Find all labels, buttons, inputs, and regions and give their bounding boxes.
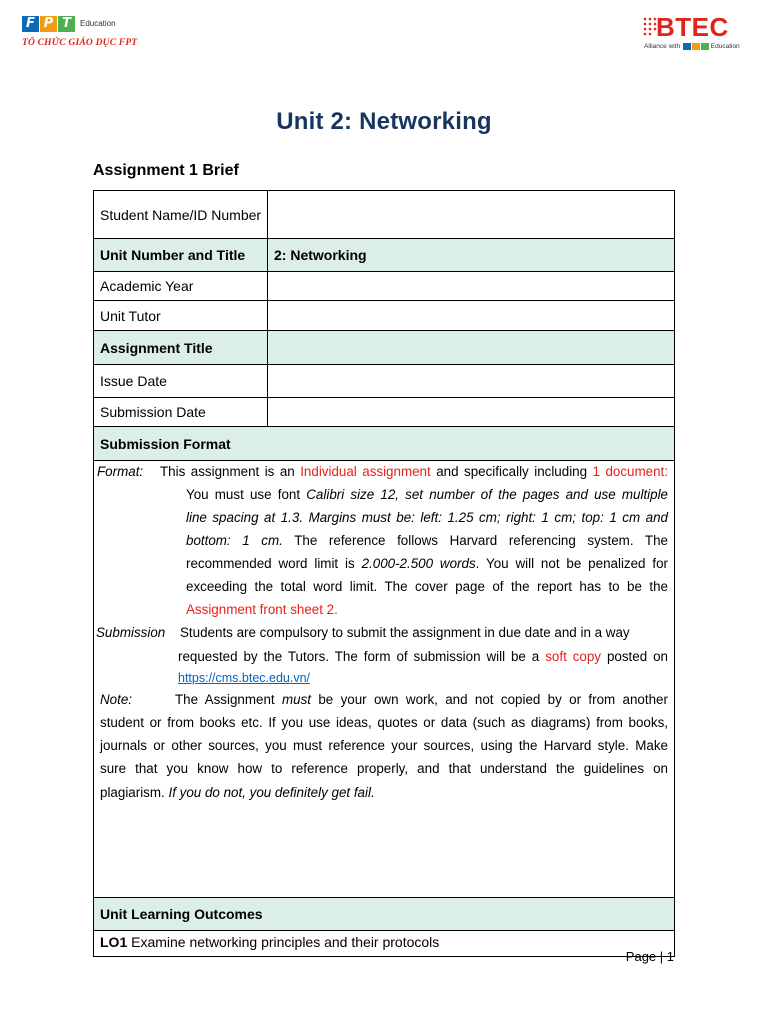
issue-date-label: Issue Date — [94, 365, 268, 398]
fpt-letter-f: F — [22, 16, 39, 32]
table-row — [94, 331, 675, 365]
table-row — [94, 272, 675, 301]
table-row — [94, 301, 675, 331]
lo1-code: LO1 — [100, 934, 128, 950]
lo1-row — [94, 931, 675, 957]
format-text: and specifically including — [436, 464, 588, 479]
format-line-3: line spacing at 1.3. Margins must be: left: 1.25 cm; right: 1 cm; top: 1 cm and — [186, 510, 668, 525]
soft-copy-text: soft copy — [545, 649, 602, 664]
table-row — [94, 365, 675, 398]
academic-year-value — [268, 272, 675, 301]
unit-number-value: 2: Networking — [268, 239, 675, 272]
format-text: recommended word limit is — [186, 556, 355, 571]
individual-assignment-text: Individual assignment — [300, 464, 431, 479]
note-must-text: must — [281, 692, 312, 707]
margin-spec-text: bottom: 1 cm. — [186, 533, 283, 548]
note-line-4: sure that you know how to reference properly, and that understand the guidelines on — [100, 761, 668, 776]
cms-link[interactable]: https://cms.btec.edu.vn/ — [178, 671, 311, 685]
fpt-mini-f-icon — [683, 43, 691, 50]
table-row — [94, 239, 675, 272]
submission-text: requested by the Tutors. The form of submission will be a — [178, 649, 540, 664]
table-row — [94, 398, 675, 427]
page-title: Unit 2: Networking — [276, 108, 492, 135]
academic-year-label: Academic Year — [94, 272, 268, 301]
format-line-6: exceeding the total word limit. The cover page of the report has to be the — [186, 579, 668, 594]
fpt-education-logo — [22, 16, 172, 56]
submission-date-value — [268, 398, 675, 427]
word-limit-text: 2.000-2.500 words — [361, 556, 476, 571]
format-line-4 — [186, 529, 668, 552]
format-text: This assignment is an — [160, 464, 295, 479]
table-row — [94, 898, 675, 931]
format-text: . You will not be penalized for — [475, 556, 668, 571]
format-line-2 — [186, 483, 668, 506]
table-row — [94, 461, 675, 898]
fpt-mini-t-icon — [701, 43, 709, 50]
submission-line-1: Students are compulsory to submit the assignment in due date and in a way — [180, 625, 630, 640]
student-name-label: Student Name/ID Number — [94, 191, 268, 239]
fpt-letter-t: T — [58, 16, 75, 32]
btec-logo — [636, 12, 754, 56]
note-line-5 — [100, 781, 375, 804]
unit-number-label: Unit Number and Title — [94, 239, 268, 272]
page-number: Page | 1 — [625, 949, 674, 964]
btec-wordmark: BTEC — [656, 12, 729, 42]
note-line-1 — [175, 688, 668, 711]
submission-text: posted on — [606, 649, 668, 664]
unit-tutor-label: Unit Tutor — [94, 301, 268, 331]
format-text: You must use font — [186, 487, 301, 502]
note-text: be your own work, and not copied by or from another — [318, 692, 668, 707]
one-document-text: 1 document: — [592, 464, 668, 479]
fpt-letter-p: P — [40, 16, 57, 32]
lo1-text: Examine networking principles and their protocols — [131, 934, 440, 950]
format-line-5 — [186, 552, 668, 575]
note-line-2: student or from books etc. If you use ideas, quotes or data (such as diagrams) from books, — [100, 715, 668, 730]
submission-format-heading: Submission Format — [94, 427, 675, 461]
fpt-mini-p-icon — [692, 43, 700, 50]
issue-date-value — [268, 365, 675, 398]
format-line-1 — [160, 460, 668, 483]
note-text: plagiarism. — [100, 785, 165, 800]
fpt-edu-label: Education — [80, 19, 116, 28]
note-line-3: journals or other sources, you must reference your sources, using the Harvard style. Make — [100, 738, 668, 753]
font-spec-text: Calibri size 12, set number of the pages and use multiple — [306, 487, 669, 502]
front-sheet-text: Assignment front sheet 2. — [186, 602, 338, 617]
fpt-org-name: TỔ CHỨC GIÁO DỤC FPT — [22, 38, 138, 48]
btec-tagline — [644, 43, 740, 50]
brief-title: Assignment 1 Brief — [93, 162, 239, 179]
submission-date-label: Submission Date — [94, 398, 268, 427]
note-text: The Assignment — [175, 692, 275, 707]
table-row — [94, 427, 675, 461]
table-row — [94, 191, 675, 239]
table-row — [94, 931, 675, 957]
assignment-title-label: Assignment Title — [94, 331, 268, 365]
format-text: The reference follows Harvard referencing system. The — [294, 533, 668, 548]
submission-label: Submission — [96, 625, 166, 640]
student-name-value — [268, 191, 675, 239]
btec-tagline-text: Alliance with — [644, 43, 681, 51]
learning-outcomes-heading: Unit Learning Outcomes — [94, 898, 675, 931]
note-label: Note: — [100, 692, 133, 707]
unit-tutor-value — [268, 301, 675, 331]
submission-line-2 — [178, 645, 668, 668]
assignment-brief-table — [93, 190, 675, 957]
format-label: Format: — [97, 464, 144, 479]
submission-format-body — [94, 461, 675, 898]
assignment-title-value — [268, 331, 675, 365]
btec-tagline-edu: Education — [710, 43, 740, 51]
note-fail-text: If you do not, you definitely get fail. — [168, 785, 375, 800]
